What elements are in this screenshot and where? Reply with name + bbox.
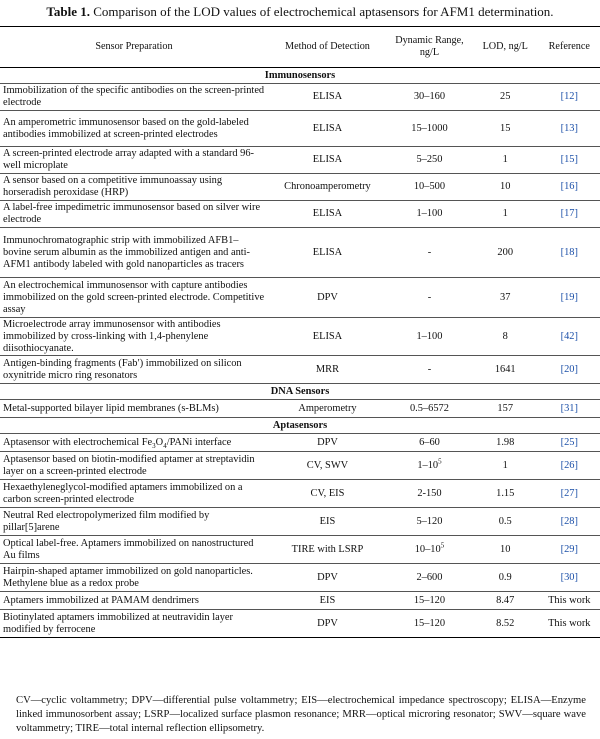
lod-comparison-table (0, 26, 600, 638)
method-cell: ELISA (268, 201, 387, 228)
abbreviations-footnote: CV—cyclic voltammetry; DPV—differential pulse voltammetry; EIS—electrochemical impedance spectroscopy; ELISA—Enzyme linked immunosorbent assay; LSRP—localized surface plasmon resonance; MRR—optical microring resonator; SWV—square wave voltammetry; TIRE—total internal reflection ellipsometry. (16, 695, 586, 734)
method-cell: DPV (268, 278, 387, 318)
method-cell: DPV (268, 610, 387, 638)
table-row (0, 592, 600, 610)
reference-link[interactable]: [19] (560, 291, 578, 303)
lod-cell: 15 (472, 111, 539, 147)
reference-cell (539, 400, 600, 418)
dynamic-range-cell: - (387, 228, 472, 278)
lod-cell: 0.9 (472, 564, 539, 592)
section-header-row (0, 384, 600, 400)
reference-link[interactable]: [42] (560, 330, 578, 342)
reference-link[interactable]: [20] (560, 363, 578, 375)
section-title: DNA Sensors (0, 384, 600, 400)
lod-cell: 1 (472, 452, 539, 480)
table-caption (0, 0, 600, 22)
table-row (0, 452, 600, 480)
sensor-preparation-cell: Hairpin-shaped aptamer immobilized on gold nanoparticles. Methylene blue as a redox probe (0, 564, 268, 592)
reference-link[interactable]: [16] (560, 181, 578, 192)
sensor-preparation-cell: Aptasensor with electrochemical $Fe_3O_4$/PANi interface (0, 434, 268, 452)
lod-cell: 10 (472, 174, 539, 201)
reference-cell (539, 278, 600, 318)
dynamic-range-cell: 2-150 (387, 480, 472, 508)
section-title: Aptasensors (0, 418, 600, 434)
sensor-preparation-cell: Biotinylated aptamers immobilized at neutravidin layer modified by ferrocene (0, 610, 268, 638)
sensor-preparation-cell: Hexaethyleneglycol-modified aptamers immobilized on a carbon screen-printed electrode (0, 480, 268, 508)
reference-cell (539, 147, 600, 174)
method-cell: DPV (268, 564, 387, 592)
method-cell: CV, SWV (268, 452, 387, 480)
dynamic-range-cell: 15–1000 (387, 111, 472, 147)
dynamic-range-cell: 10–500 (387, 174, 472, 201)
table-row (0, 564, 600, 592)
method-cell: ELISA (268, 84, 387, 111)
section-header-row (0, 418, 600, 434)
dynamic-range-cell: 0.5–6572 (387, 400, 472, 418)
method-cell: ELISA (268, 228, 387, 278)
reference-link[interactable]: [18] (560, 246, 578, 258)
dynamic-range-cell: 1–100 (387, 318, 472, 356)
sensor-preparation-cell: Aptamers immobilized at PAMAM dendrimers (0, 592, 268, 610)
lod-cell: 8.47 (472, 592, 539, 610)
method-cell: CV, EIS (268, 480, 387, 508)
method-cell: MRR (268, 356, 387, 384)
header-method: Method of Detection (268, 27, 387, 68)
table-row (0, 111, 600, 147)
table-row (0, 480, 600, 508)
sensor-preparation-cell: Neutral Red electropolymerized film modified by pillar[5]arene (0, 508, 268, 536)
reference-link[interactable]: [26] (560, 459, 578, 471)
dynamic-range-cell: 5–120 (387, 508, 472, 536)
table-row (0, 318, 600, 356)
reference-cell (539, 356, 600, 384)
sensor-preparation-cell: A screen-printed electrode array adapted with a standard 96-well microplate (0, 147, 268, 174)
dynamic-range-cell: $10-10^5$ (387, 536, 472, 564)
reference-link[interactable]: [31] (560, 402, 578, 414)
dynamic-range-cell: 15–120 (387, 592, 472, 610)
reference-link[interactable]: [17] (560, 208, 578, 219)
sensor-preparation-cell: Microelectrode array immunosensor with antibodies immobilized by cross-linking with 1,4-phenylene diisothiocyanate. (0, 318, 268, 356)
dynamic-range-cell: 1–100 (387, 201, 472, 228)
method-cell: EIS (268, 508, 387, 536)
sensor-preparation-cell: A label-free impedimetric immunosensor based on silver wire electrode (0, 201, 268, 228)
reference-cell (539, 84, 600, 111)
method-cell: Chronoamperometry (268, 174, 387, 201)
reference-cell: This work (539, 592, 600, 610)
lod-cell: 157 (472, 400, 539, 418)
lod-cell: 1.98 (472, 434, 539, 452)
reference-cell (539, 508, 600, 536)
lod-cell: 1 (472, 201, 539, 228)
table-row (0, 536, 600, 564)
reference-cell (539, 536, 600, 564)
header-dynamic-range: Dynamic Range, ng/L (387, 27, 472, 68)
reference-cell (539, 228, 600, 278)
reference-cell: This work (539, 610, 600, 638)
table-row (0, 400, 600, 418)
sensor-preparation-cell: An amperometric immunosensor based on the gold-labeled antibodies immobilized at screen-printed electrodes (0, 111, 268, 147)
reference-link[interactable]: [12] (560, 91, 578, 102)
reference-cell (539, 318, 600, 356)
reference-cell (539, 564, 600, 592)
reference-link[interactable]: [25] (560, 436, 578, 448)
dynamic-range-cell: 5–250 (387, 147, 472, 174)
lod-cell: 37 (472, 278, 539, 318)
reference-link[interactable]: [15] (560, 154, 578, 165)
lod-cell: 1.15 (472, 480, 539, 508)
reference-link[interactable]: [27] (560, 487, 578, 499)
sensor-preparation-cell: Immobilization of the specific antibodies on the screen-printed electrode (0, 84, 268, 111)
table-row (0, 84, 600, 111)
lod-cell: 200 (472, 228, 539, 278)
sensor-preparation-cell: A sensor based on a competitive immunoassay using horseradish peroxidase (HRP) (0, 174, 268, 201)
sensor-preparation-cell: Optical label-free. Aptamers immobilized on nanostructured Au films (0, 536, 268, 564)
table-row (0, 201, 600, 228)
lod-cell: 8.52 (472, 610, 539, 638)
reference-link[interactable]: [30] (560, 571, 578, 583)
table-body (0, 68, 600, 638)
table-row (0, 356, 600, 384)
dynamic-range-cell: 30–160 (387, 84, 472, 111)
sensor-preparation-cell: An electrochemical immunosensor with capture antibodies immobilized on the gold screen-printed electrode. Competitive assay (0, 278, 268, 318)
section-title: Immunosensors (0, 68, 600, 84)
header-lod: LOD, ng/L (472, 27, 539, 68)
reference-cell (539, 111, 600, 147)
lod-cell: 1641 (472, 356, 539, 384)
table-row (0, 278, 600, 318)
table-row (0, 228, 600, 278)
dynamic-range-cell: - (387, 278, 472, 318)
header-row (0, 27, 600, 68)
method-cell: ELISA (268, 318, 387, 356)
table-row (0, 147, 600, 174)
method-cell: ELISA (268, 147, 387, 174)
reference-cell (539, 174, 600, 201)
reference-link[interactable]: [13] (560, 122, 578, 134)
sensor-preparation-cell: Antigen-binding fragments (Fab′) immobilized on silicon oxynitride micro ring resonators (0, 356, 268, 384)
table-row (0, 434, 600, 452)
sensor-preparation-cell: Metal-supported bilayer lipid membranes (s-BLMs) (0, 400, 268, 418)
method-cell: TIRE with LSRP (268, 536, 387, 564)
reference-cell (539, 201, 600, 228)
reference-cell (539, 434, 600, 452)
dynamic-range-cell: 6–60 (387, 434, 472, 452)
lod-cell: 8 (472, 318, 539, 356)
lod-cell: 0.5 (472, 508, 539, 536)
lod-cell: 10 (472, 536, 539, 564)
table-row (0, 174, 600, 201)
sensor-preparation-cell: Aptasensor based on biotin-modified aptamer at streptavidin layer on a screen-printed electrode (0, 452, 268, 480)
header-sensor-preparation: Sensor Preparation (0, 27, 268, 68)
method-cell: Amperometry (268, 400, 387, 418)
caption-text: Comparison of the LOD values of electrochemical aptasensors for AFM1 determination. (90, 4, 554, 19)
header-reference: Reference (539, 27, 600, 68)
table-row (0, 610, 600, 638)
reference-cell (539, 480, 600, 508)
section-header-row (0, 68, 600, 84)
dynamic-range-cell: 2–600 (387, 564, 472, 592)
lod-cell: 25 (472, 84, 539, 111)
caption-label: Table 1. (46, 4, 91, 19)
method-cell: EIS (268, 592, 387, 610)
dynamic-range-cell: - (387, 356, 472, 384)
method-cell: ELISA (268, 111, 387, 147)
reference-cell (539, 452, 600, 480)
reference-link[interactable]: [28] (560, 515, 578, 527)
sensor-preparation-cell: Immunochromatographic strip with immobilized AFB1–bovine serum albumin as the immobilized antigen and anti-AFM1 antibody labeled with gold nanoparticles as tracers (0, 228, 268, 278)
method-cell: DPV (268, 434, 387, 452)
dynamic-range-cell: $1-10^5$ (387, 452, 472, 480)
lod-cell: 1 (472, 147, 539, 174)
reference-link[interactable]: [29] (560, 543, 578, 555)
table-row (0, 508, 600, 536)
dynamic-range-cell: 15–120 (387, 610, 472, 638)
